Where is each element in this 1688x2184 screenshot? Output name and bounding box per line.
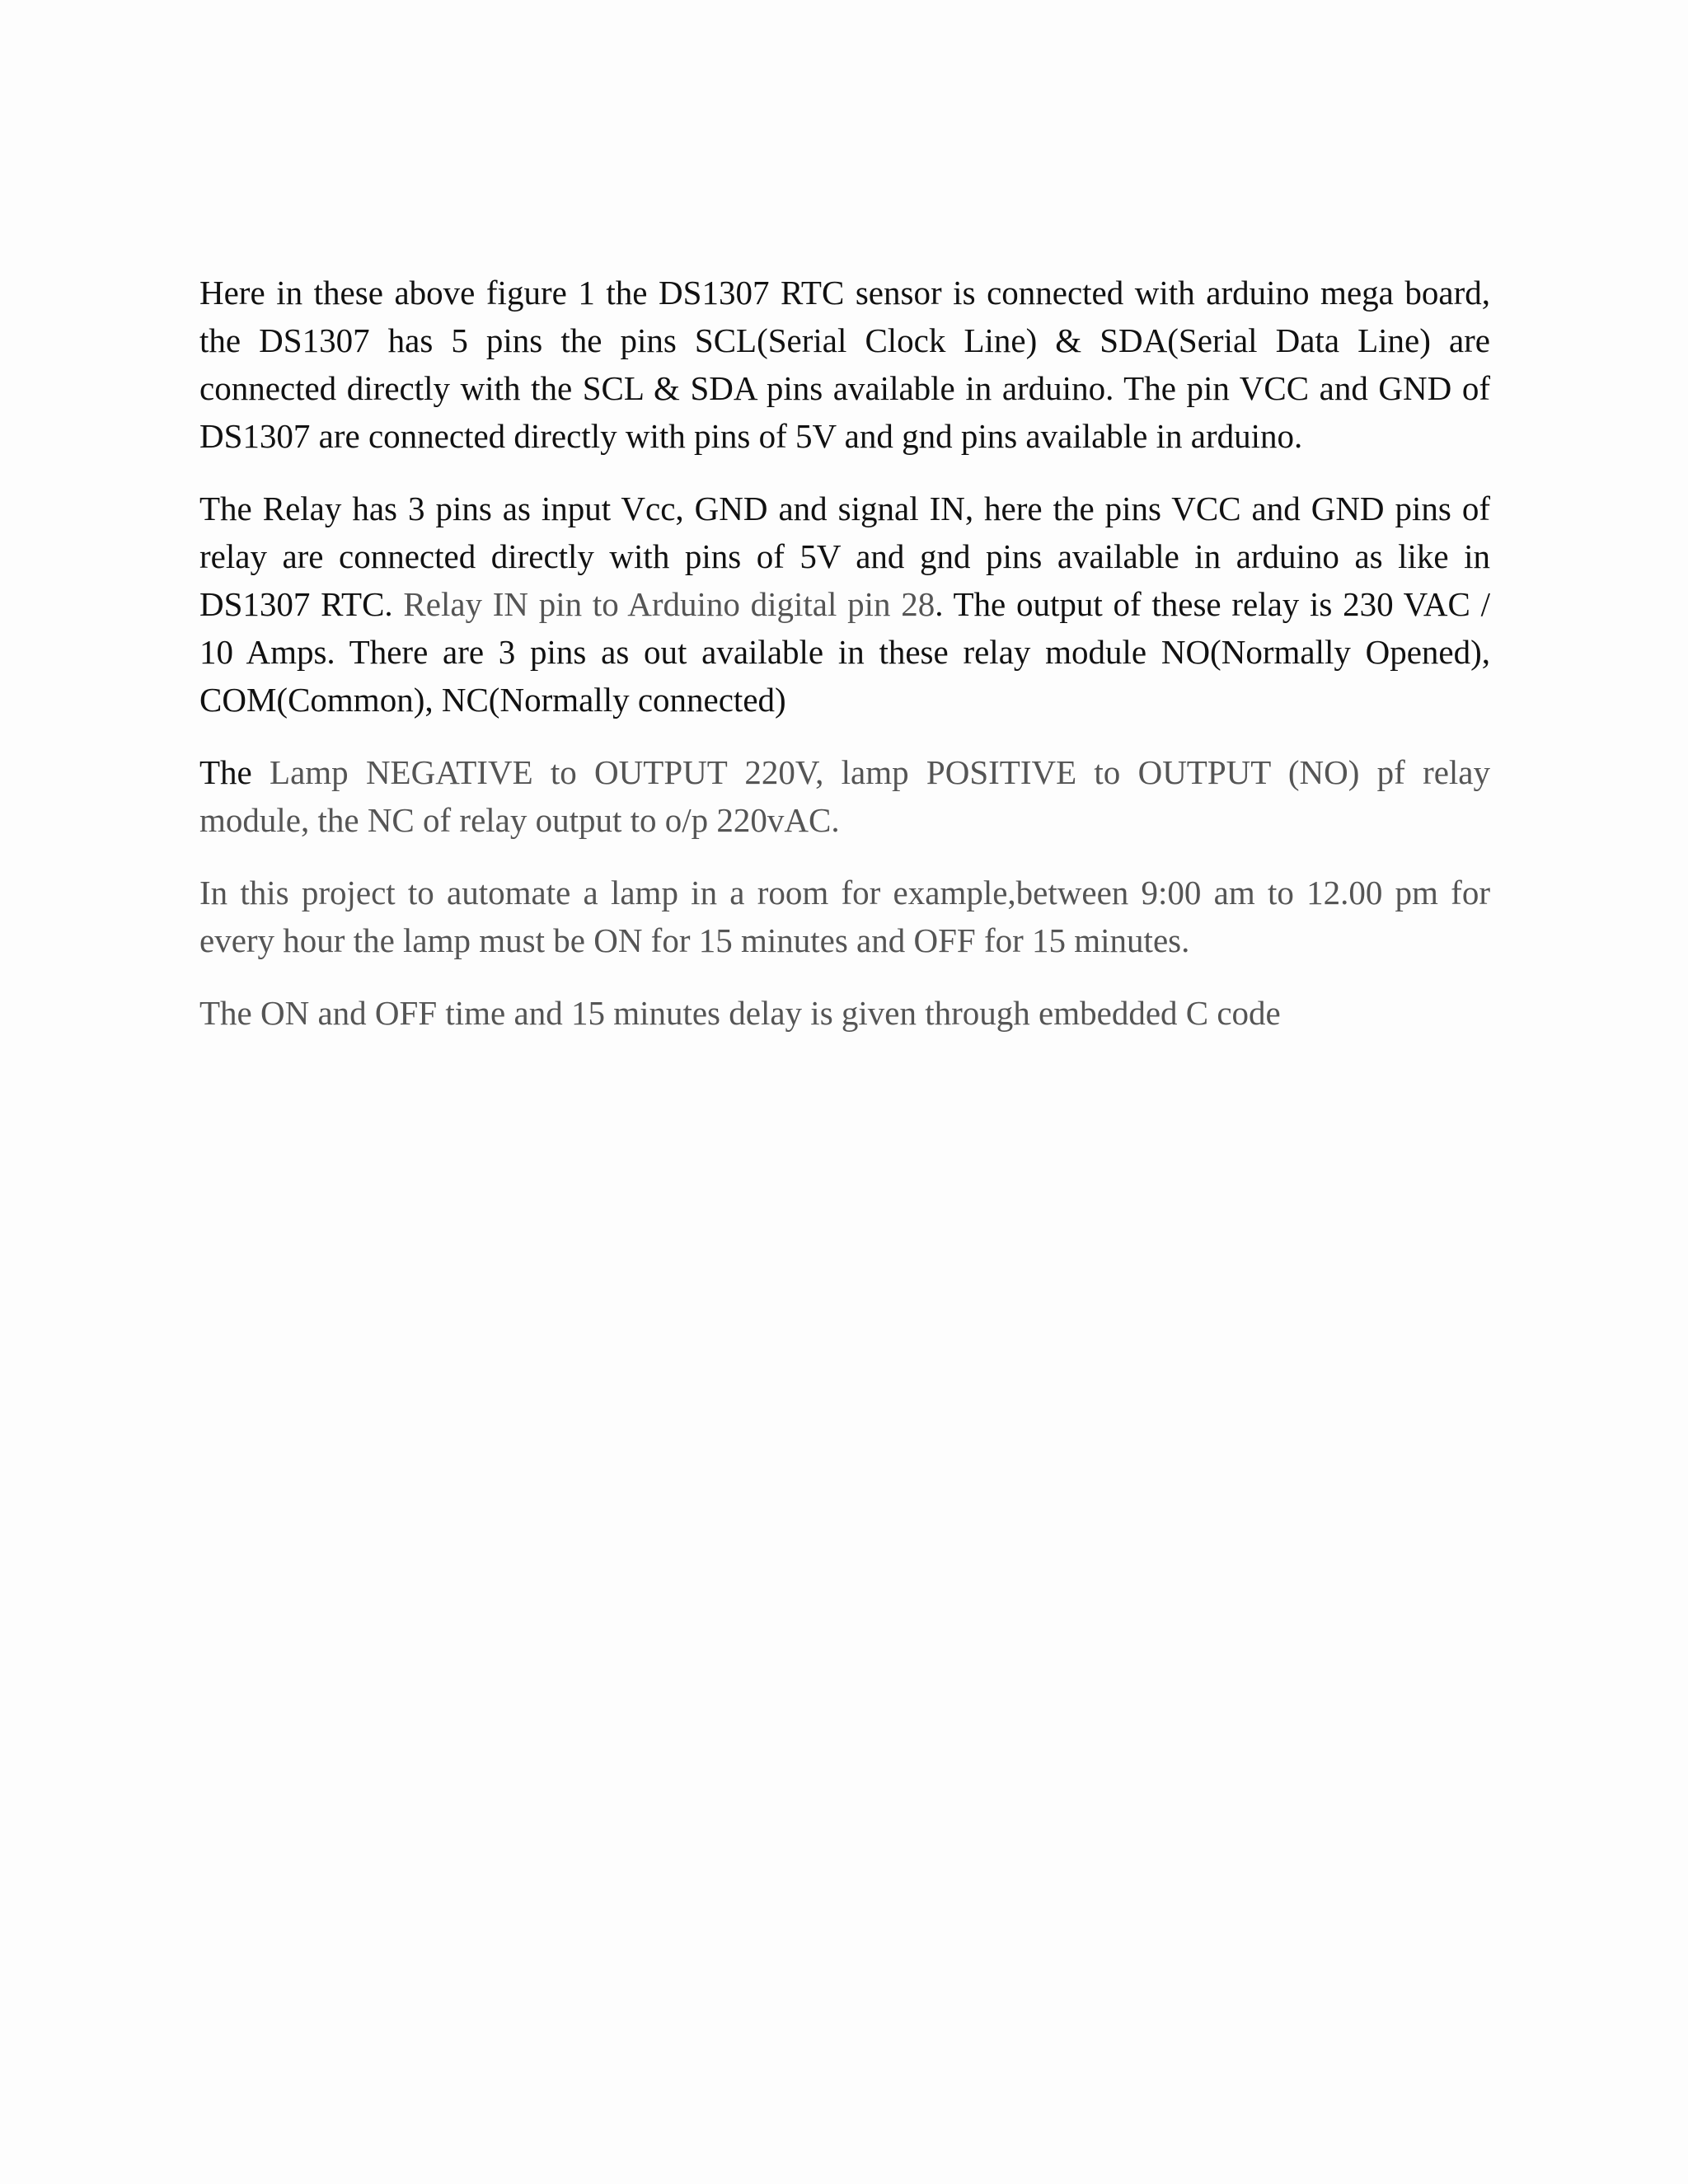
paragraph-text-before: The Relay has 3 pins as input Vcc, GND and signal IN, here the pins VCC and GND pins of relay are connected directly with pins of 5V and gnd pins available in arduino as like in DS1307 RTC. xyxy=(199,490,1490,623)
document-body xyxy=(199,269,1490,1062)
paragraph-text-after: . The output of these relay is 230 VAC / 10 Amps. There are 3 pins as out available in these relay module NO(Normally Opened), COM(Common), NC(Normally connected) xyxy=(199,585,1490,719)
paragraph-text: In this project to automate a lamp in a room for example,between 9:00 am to 12.00 pm for every hour the lamp must be ON for 15 minutes and OFF for 15 minutes. xyxy=(199,874,1490,959)
paragraph-text: Here in these above figure 1 the DS1307 RTC sensor is connected with arduino mega board, the DS1307 has 5 pins the pins SCL(Serial Clock Line) & SDA(Serial Data Line) are connected directly with the SCL & SDA pins available in arduino. The pin VCC and GND of DS1307 are connected directly with pins of 5V and gnd pins available in arduino. xyxy=(199,274,1490,455)
paragraph-text-highlight: Relay IN pin to Arduino digital pin 28 xyxy=(403,585,935,623)
paragraph-relay-pins xyxy=(199,485,1490,724)
paragraph-lamp-wiring xyxy=(199,748,1490,844)
paragraph-text: The ON and OFF time and 15 minutes delay is given through embedded C code xyxy=(199,994,1281,1032)
paragraph-code-note xyxy=(199,989,1490,1037)
paragraph-text-before: The xyxy=(199,753,270,791)
paragraph-text-highlight: Lamp NEGATIVE to OUTPUT 220V, lamp POSITIVE to OUTPUT (NO) pf relay xyxy=(270,753,1491,791)
paragraph-rtc-connection xyxy=(199,269,1490,460)
paragraph-text-after: module, the NC of relay output to o/p 220vAC. xyxy=(199,801,840,839)
paragraph-project-goal xyxy=(199,869,1490,964)
